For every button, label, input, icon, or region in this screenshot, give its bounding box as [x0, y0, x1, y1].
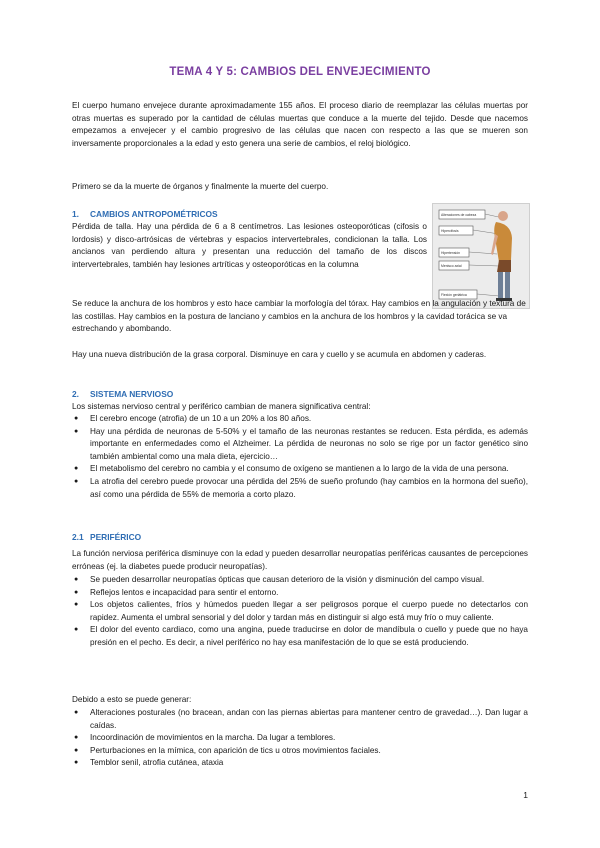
elderly-person-shape — [491, 211, 512, 301]
section-2-1-intro: La función nerviosa periférica disminuye con la edad y pueden desarrollar neuropatías periféricas causantes de percepciones erróneas (ej. la diabetes puede producir neuropatías). — [72, 549, 528, 571]
section-1-heading — [72, 209, 218, 219]
figure-label-3: Hipertensión — [441, 251, 461, 255]
section-1-paragraph-1: Pérdida de talla. Hay una pérdida de 6 a 8 centímetros. Las lesiones osteoporóticas (cifosis o lordosis) y disco-artrósicas de vértebras y espacios intervertebrales, condicionan la talla. Los ancianos van perdiendo altura y presentan una reducción del tamaño de los discos intervertebrales, también hay lesiones artríticas y osteoporóticas en la columna — [72, 222, 427, 269]
section-2-intro: Los sistemas nervioso central y periférico cambian de manera significativa central: — [72, 402, 371, 411]
section-1-paragraph-2: Se reduce la anchura de los hombros y esto hace cambiar la morfología del tórax. Hay cambios en la angulación y textura de las costillas. Hay cambios en la postura de lanciano y cambios en la anchura de los hombros y la cavidad torácica se va estrechando y abombando. — [72, 299, 526, 334]
section-2-number: 2. — [72, 389, 79, 399]
list-item: ● El dolor del evento cardiaco, como una angina, puede traducirse en dolor de mandíbula o cuello y puede que no haya presión en el pecho. Es decir, a nivel periférico no hay esa manifestación de lo que se está produciendo. — [72, 624, 528, 649]
posture-figure — [432, 203, 530, 309]
section-2-1-debido: Debido a esto se puede generar: — [72, 695, 192, 704]
section-2-1-bullet-list — [72, 574, 528, 650]
list-item: ● Perturbaciones en la mímica, con aparición de tics u otros movimientos faciales. — [72, 745, 528, 758]
section-2-1-title: PERIFÉRICO — [90, 532, 142, 542]
list-item: ● La atrofia del cerebro puede provocar una pérdida del 25% de sueño profundo (hay cambios en la hormona del sueño), así como una pérdida de 55% de memoria a corto plazo. — [72, 476, 528, 501]
section-1-number: 1. — [72, 209, 79, 219]
list-item: ● Reflejos lentos e incapacidad para sentir el entorno. — [72, 587, 528, 600]
elderly-posture-illustration — [433, 204, 529, 308]
section-1-paragraph-3: Hay una nueva distribución de la grasa corporal. Disminuye en cara y cuello y se acumula en abdomen y caderas. — [72, 350, 487, 359]
figure-label-4: Menisco axial — [441, 264, 462, 268]
list-item: ● Incoordinación de movimientos en la marcha. Da lugar a temblores. — [72, 732, 528, 745]
figure-label-2: Hipercifosis — [441, 229, 459, 233]
section-2-1-bullet-list-2 — [72, 707, 528, 770]
list-item: ● Alteraciones posturales (no bracean, andan con las piernas abiertas para mantener centro de gravedad…). Dan lugar a caídas. — [72, 707, 528, 732]
intro-paragraph: El cuerpo humano envejece durante aproximadamente 155 años. El proceso diario de reemplazar las células muertas por otras muertas es superado por la cantidad de células muertas que conduce a la muerte del tejido. Desde que nacemos empezamos a envejecer y el cambio progresivo de las células que nacen con respecto a las que se mueren son inversamente proporcionales a la edad y esto genera una serie de cambios, el reloj biológico. — [72, 101, 528, 148]
figure-label-5: Flexión geriátrica — [441, 293, 467, 297]
section-2-1-number: 2.1 — [72, 532, 84, 542]
section-2-bullet-list — [72, 413, 528, 501]
list-item: ● El metabolismo del cerebro no cambia y el consumo de oxígeno se mantienen a lo largo de la vida de una persona. — [72, 463, 528, 476]
list-item: ● Hay una pérdida de neuronas de 5-50% y el tamaño de las neuronas restantes se reducen. Esta pérdida, es además importante en enfermedades como el Alzheimer. La pérdida de neuronas no solo se rige por un factor genético sino también ambiental como una mala dieta, ejercicio… — [72, 426, 528, 464]
list-item: ● El cerebro encoge (atrofia) de un 10 a un 20% a los 80 años. — [72, 413, 528, 426]
page-number: 1 — [523, 790, 528, 800]
list-item: ● Los objetos calientes, fríos y húmedos pueden llegar a ser peligrosos porque el cuerpo puede no detectarlos con rapidez. Aumenta el umbral sensorial y del dolor y tardan más en distinguir si algo está muy frío o muy caliente. — [72, 599, 528, 624]
section-2-1-heading — [72, 532, 141, 542]
section-1-title: CAMBIOS ANTROPOMÉTRICOS — [90, 209, 218, 219]
section-2-heading — [72, 389, 173, 399]
page-title: TEMA 4 Y 5: CAMBIOS DEL ENVEJECIMIENTO — [169, 66, 431, 78]
section-2-title: SISTEMA NERVIOSO — [90, 389, 174, 399]
list-item: ● Temblor senil, atrofia cutánea, ataxia — [72, 757, 528, 770]
figure-label-1: Alteraciones de cabeza — [441, 213, 477, 217]
list-item: ● Se pueden desarrollar neuropatías ópticas que causan deterioro de la visión y disminución del campo visual. — [72, 574, 528, 587]
intro-paragraph-2: Primero se da la muerte de órganos y finalmente la muerte del cuerpo. — [72, 182, 329, 191]
